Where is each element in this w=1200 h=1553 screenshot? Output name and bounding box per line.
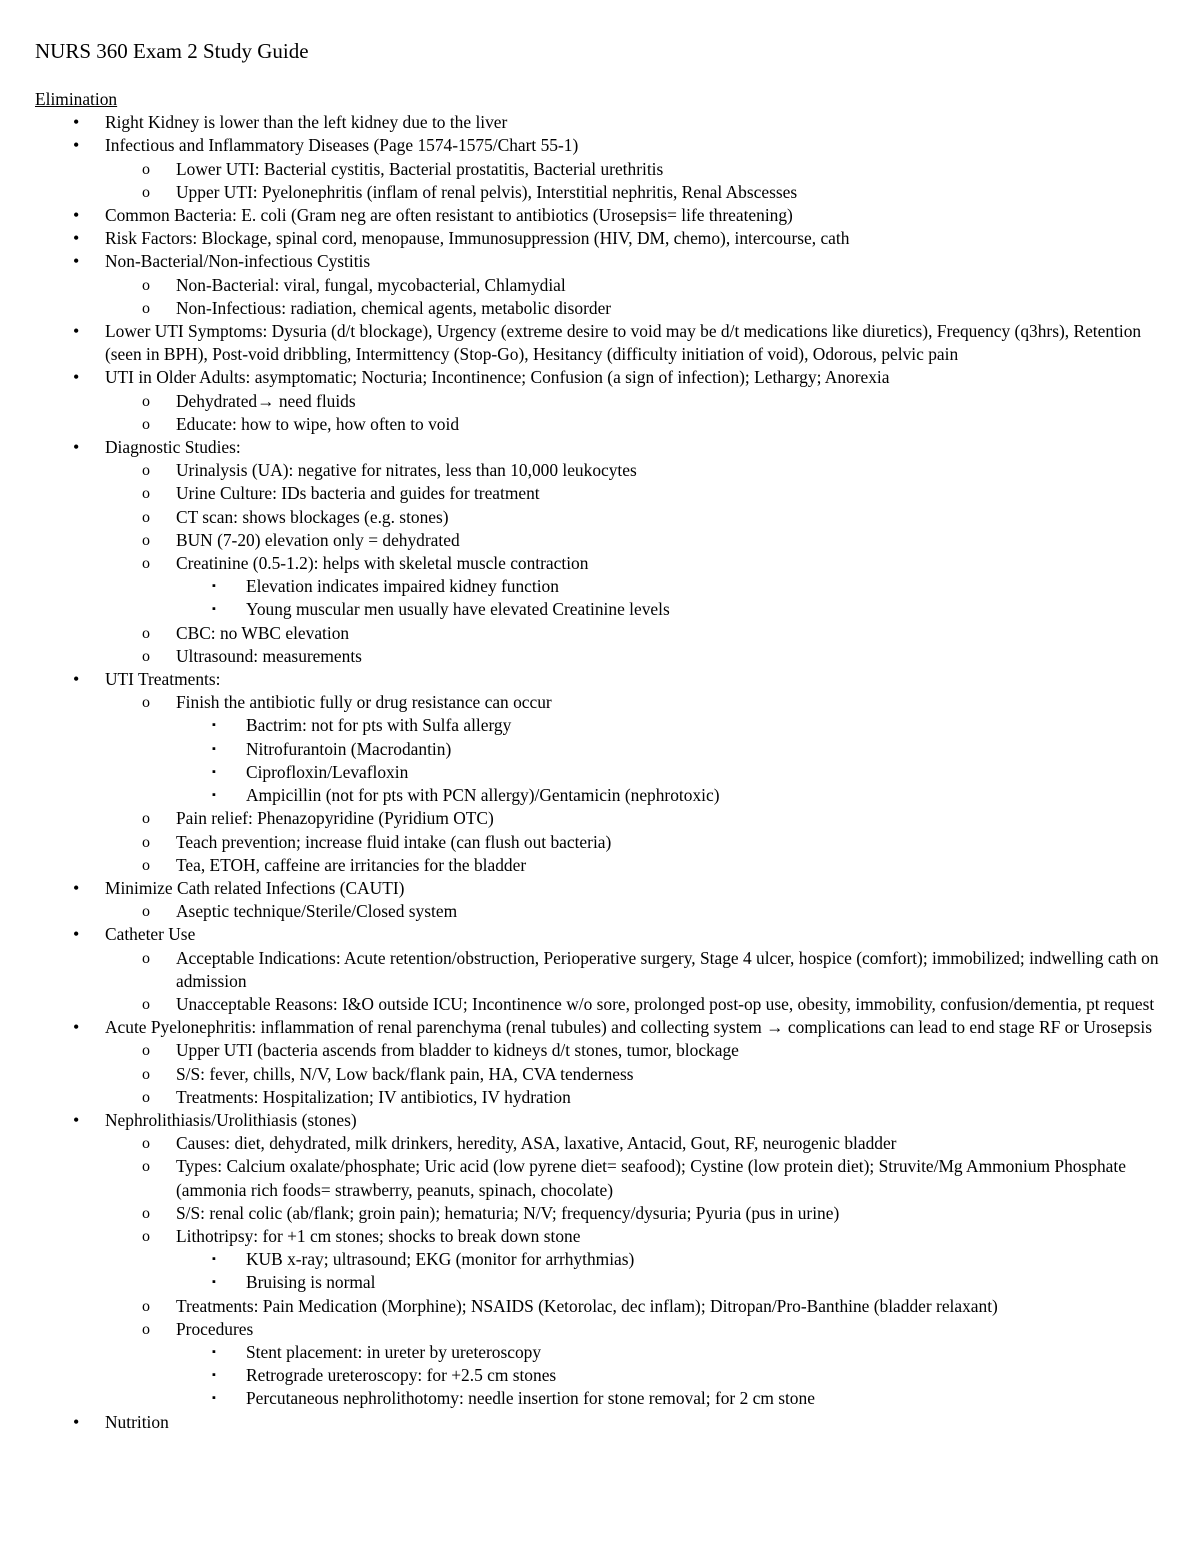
bullet-icon: • — [73, 112, 80, 133]
square-bullet-icon: ▪ — [212, 719, 216, 732]
circle-bullet-icon: o — [142, 694, 150, 712]
outline-item-text: BUN (7-20) elevation only = dehydrated — [176, 529, 460, 550]
outline-item-level-2 — [35, 947, 1160, 993]
outline-item-text: UTI Treatments: — [105, 669, 221, 690]
circle-bullet-icon: o — [142, 995, 150, 1013]
outline-item-level-2 — [35, 807, 1160, 830]
circle-bullet-icon: o — [142, 1204, 150, 1222]
circle-bullet-icon: o — [142, 485, 150, 503]
outline-item-text: Causes: diet, dehydrated, milk drinkers, heredity, ASA, laxative, Antacid, Gout, RF, neurogenic bladder — [176, 1133, 897, 1154]
outline-item-text: Ampicillin (not for pts with PCN allergy)/Gentamicin (nephrotoxic) — [246, 785, 720, 806]
bullet-icon: • — [73, 437, 80, 458]
square-bullet-icon: ▪ — [212, 1253, 216, 1266]
outline-item-text: Risk Factors: Blockage, spinal cord, menopause, Immunosuppression (HIV, DM, chemo), intercourse, cath — [105, 228, 850, 249]
outline-item-level-2 — [35, 390, 1160, 413]
outline-item-text: Stent placement: in ureter by ureteroscopy — [246, 1341, 542, 1362]
outline-item-text: Unacceptable Reasons: I&O outside ICU; Incontinence w/o sore, prolonged post-op use, obesity, immobility, confusion/dementia, pt request — [176, 993, 1155, 1014]
outline-item-level-1 — [35, 227, 1160, 250]
outline-item-text: Non-Bacterial/Non-infectious Cystitis — [105, 251, 371, 272]
outline-item-level-2 — [35, 993, 1160, 1016]
outline-item-text: Catheter Use — [105, 924, 196, 945]
square-bullet-icon: ▪ — [212, 580, 216, 593]
outline-item-level-2 — [35, 1086, 1160, 1109]
outline-item-text: Pain relief: Phenazopyridine (Pyridium OTC) — [176, 808, 494, 829]
outline-item-level-2 — [35, 691, 1160, 714]
outline-item-level-2 — [35, 506, 1160, 529]
outline-item-text: Right Kidney is lower than the left kidney due to the liver — [105, 112, 508, 133]
outline-item-text: Nephrolithiasis/Urolithiasis (stones) — [105, 1109, 357, 1130]
outline-item-level-3 — [35, 1271, 1160, 1294]
outline-item-text: Acceptable Indications: Acute retention/obstruction, Perioperative surgery, Stage 4 ulcer, hospice (comfort); immobilized; indwelling cath on admission — [176, 947, 1159, 991]
circle-bullet-icon: o — [142, 624, 150, 642]
outline-item-level-2 — [35, 831, 1160, 854]
outline-item-text: Acute Pyelonephritis: inflammation of renal parenchyma (renal tubules) and collecting system → complications can lead to end stage RF or Urosepsis — [105, 1017, 1153, 1038]
outline-item-text: Diagnostic Studies: — [105, 437, 241, 458]
outline-item-text: Treatments: Hospitalization; IV antibiotics, IV hydration — [176, 1086, 571, 1107]
outline-item-level-2 — [35, 1063, 1160, 1086]
outline-item-level-2 — [35, 459, 1160, 482]
outline-item-level-1 — [35, 204, 1160, 227]
outline-item-level-3 — [35, 738, 1160, 761]
outline-item-level-2 — [35, 900, 1160, 923]
circle-bullet-icon: o — [142, 1065, 150, 1083]
outline-item-level-1 — [35, 668, 1160, 691]
outline-item-text: Upper UTI (bacteria ascends from bladder to kidneys d/t stones, tumor, blockage — [176, 1040, 739, 1061]
square-bullet-icon: ▪ — [212, 603, 216, 616]
outline-item-level-1 — [35, 134, 1160, 157]
outline-item-text: Lower UTI Symptoms: Dysuria (d/t blockage), Urgency (extreme desire to void may be d/t medications like diuretics), Frequency (q3hrs), Retention (seen in BPH), Post-void dribbling, Intermittency (Stop-Go), Hesitancy (difficulty initiation of void), Odorous, pelvic pain — [105, 321, 1142, 365]
outline-item-text: Treatments: Pain Medication (Morphine); NSAIDS (Ketorolac, dec inflam); Ditropan/Pro-Banthine (bladder relaxant) — [176, 1295, 998, 1316]
outline-item-text: Urine Culture: IDs bacteria and guides for treatment — [176, 483, 540, 504]
outline-item-level-2 — [35, 274, 1160, 297]
circle-bullet-icon: o — [142, 160, 150, 178]
outline-item-text: Creatinine (0.5-1.2): helps with skeletal muscle contraction — [176, 553, 589, 574]
outline-item-text: Upper UTI: Pyelonephritis (inflam of renal pelvis), Interstitial nephritis, Renal Abscesses — [176, 181, 798, 202]
outline-item-text: Lower UTI: Bacterial cystitis, Bacterial prostatitis, Bacterial urethritis — [176, 158, 664, 179]
square-bullet-icon: ▪ — [212, 742, 216, 755]
outline-item-level-2 — [35, 482, 1160, 505]
outline-item-text: Ciprofloxin/Levafloxin — [246, 761, 409, 782]
circle-bullet-icon: o — [142, 1088, 150, 1106]
outline-list — [35, 111, 1160, 1434]
outline-item-level-2 — [35, 1225, 1160, 1248]
outline-item-level-3 — [35, 714, 1160, 737]
square-bullet-icon: ▪ — [212, 789, 216, 802]
outline-item-level-2 — [35, 413, 1160, 436]
outline-item-text: Retrograde ureteroscopy: for +2.5 cm stones — [246, 1365, 557, 1386]
outline-item-text: Common Bacteria: E. coli (Gram neg are often resistant to antibiotics (Urosepsis= life threatening) — [105, 205, 793, 226]
outline-item-level-2 — [35, 1202, 1160, 1225]
bullet-icon: • — [73, 1411, 80, 1432]
outline-item-text: UTI in Older Adults: asymptomatic; Nocturia; Incontinence; Confusion (a sign of infection); Lethargy; Anorexia — [105, 367, 890, 388]
outline-item-text: CT scan: shows blockages (e.g. stones) — [176, 506, 449, 527]
outline-item-level-1 — [35, 366, 1160, 389]
circle-bullet-icon: o — [142, 555, 150, 573]
circle-bullet-icon: o — [142, 392, 150, 410]
outline-item-text: KUB x-ray; ultrasound; EKG (monitor for arrhythmias) — [246, 1249, 635, 1270]
square-bullet-icon: ▪ — [212, 1392, 216, 1405]
outline-item-text: Infectious and Inflammatory Diseases (Page 1574-1575/Chart 55-1) — [105, 135, 579, 156]
section-heading: Elimination — [35, 89, 118, 109]
circle-bullet-icon: o — [142, 1042, 150, 1060]
outline-item-level-2 — [35, 622, 1160, 645]
outline-item-level-2 — [35, 181, 1160, 204]
bullet-icon: • — [73, 877, 80, 898]
bullet-icon: • — [73, 228, 80, 249]
outline-item-level-2 — [35, 645, 1160, 668]
outline-item-text: Lithotripsy: for +1 cm stones; shocks to break down stone — [176, 1225, 581, 1246]
outline-item-level-2 — [35, 1039, 1160, 1062]
outline-item-level-2 — [35, 529, 1160, 552]
circle-bullet-icon: o — [142, 299, 150, 317]
bullet-icon: • — [73, 135, 80, 156]
circle-bullet-icon: o — [142, 1158, 150, 1176]
outline-item-level-1 — [35, 877, 1160, 900]
outline-item-level-3 — [35, 1364, 1160, 1387]
outline-item-text: Finish the antibiotic fully or drug resistance can occur — [176, 692, 552, 713]
outline-item-text: Procedures — [176, 1318, 254, 1339]
outline-item-text: Non-Bacterial: viral, fungal, mycobacterial, Chlamydial — [176, 274, 566, 295]
outline-item-level-3 — [35, 575, 1160, 598]
outline-item-text: Young muscular men usually have elevated Creatinine levels — [246, 599, 670, 620]
outline-item-text: Percutaneous nephrolithotomy: needle insertion for stone removal; for 2 cm stone — [246, 1388, 815, 1409]
outline-item-text: Ultrasound: measurements — [176, 645, 362, 666]
outline-item-level-1 — [35, 1411, 1160, 1434]
outline-item-level-1 — [35, 1109, 1160, 1132]
outline-item-text: Dehydrated→ need fluids — [176, 390, 356, 411]
square-bullet-icon: ▪ — [212, 1276, 216, 1289]
square-bullet-icon: ▪ — [212, 1345, 216, 1358]
square-bullet-icon: ▪ — [212, 1369, 216, 1382]
outline-item-text: Educate: how to wipe, how often to void — [176, 413, 460, 434]
outline-item-text: Bruising is normal — [246, 1272, 376, 1293]
outline-item-level-2 — [35, 1295, 1160, 1318]
circle-bullet-icon: o — [142, 508, 150, 526]
outline-item-level-3 — [35, 598, 1160, 621]
outline-item-level-1 — [35, 923, 1160, 946]
outline-item-text: Minimize Cath related Infections (CAUTI) — [105, 877, 405, 898]
outline-item-text: Types: Calcium oxalate/phosphate; Uric acid (low pyrene diet= seafood); Cystine (low protein diet); Struvite/Mg Ammonium Phosphate (ammonia rich foods= strawberry, peanuts, spinach, chocolate) — [176, 1156, 1126, 1200]
circle-bullet-icon: o — [142, 531, 150, 549]
square-bullet-icon: ▪ — [212, 765, 216, 778]
outline-item-text: Aseptic technique/Sterile/Closed system — [176, 901, 458, 922]
outline-item-text: Nitrofurantoin (Macrodantin) — [246, 738, 452, 759]
circle-bullet-icon: o — [142, 833, 150, 851]
circle-bullet-icon: o — [142, 276, 150, 294]
circle-bullet-icon: o — [142, 1297, 150, 1315]
outline-item-text: Urinalysis (UA): negative for nitrates, less than 10,000 leukocytes — [176, 460, 637, 481]
outline-item-text: Teach prevention; increase fluid intake (can flush out bacteria) — [176, 831, 612, 852]
outline-item-text: Non-Infectious: radiation, chemical agents, metabolic disorder — [176, 297, 612, 318]
bullet-icon: • — [73, 1017, 80, 1038]
bullet-icon: • — [73, 669, 80, 690]
bullet-icon: • — [73, 321, 80, 342]
circle-bullet-icon: o — [142, 1227, 150, 1245]
outline-item-text: Elevation indicates impaired kidney function — [246, 576, 559, 597]
circle-bullet-icon: o — [142, 856, 150, 874]
bullet-icon: • — [73, 924, 80, 945]
outline-item-text: S/S: renal colic (ab/flank; groin pain); hematuria; N/V; frequency/dysuria; Pyuria (pus in urine) — [176, 1202, 840, 1223]
circle-bullet-icon: o — [142, 949, 150, 967]
bullet-icon: • — [73, 1109, 80, 1130]
bullet-icon: • — [73, 205, 80, 226]
outline-item-level-2 — [35, 1132, 1160, 1155]
circle-bullet-icon: o — [142, 415, 150, 433]
outline-item-level-2 — [35, 297, 1160, 320]
circle-bullet-icon: o — [142, 903, 150, 921]
outline-item-level-2 — [35, 552, 1160, 575]
circle-bullet-icon: o — [142, 1320, 150, 1338]
outline-item-level-1 — [35, 1016, 1160, 1039]
circle-bullet-icon: o — [142, 810, 150, 828]
bullet-icon: • — [73, 367, 80, 388]
outline-item-text: Tea, ETOH, caffeine are irritancies for the bladder — [176, 854, 527, 875]
outline-item-level-1 — [35, 320, 1160, 366]
circle-bullet-icon: o — [142, 462, 150, 480]
document-title: NURS 360 Exam 2 Study Guide — [35, 39, 309, 63]
circle-bullet-icon: o — [142, 647, 150, 665]
outline-item-level-3 — [35, 784, 1160, 807]
outline-item-level-2 — [35, 1155, 1160, 1201]
outline-item-level-1 — [35, 436, 1160, 459]
outline-item-level-1 — [35, 250, 1160, 273]
outline-item-text: CBC: no WBC elevation — [176, 622, 350, 643]
outline-item-level-2 — [35, 158, 1160, 181]
outline-item-level-3 — [35, 1248, 1160, 1271]
bullet-icon: • — [73, 251, 80, 272]
outline-item-level-3 — [35, 1341, 1160, 1364]
outline-item-text: S/S: fever, chills, N/V, Low back/flank pain, HA, CVA tenderness — [176, 1063, 634, 1084]
outline-item-level-2 — [35, 854, 1160, 877]
outline-item-level-3 — [35, 761, 1160, 784]
circle-bullet-icon: o — [142, 183, 150, 201]
outline-item-text: Nutrition — [105, 1411, 169, 1432]
outline-item-level-3 — [35, 1387, 1160, 1410]
outline-item-level-1 — [35, 111, 1160, 134]
outline-item-text: Bactrim: not for pts with Sulfa allergy — [246, 715, 512, 736]
circle-bullet-icon: o — [142, 1135, 150, 1153]
outline-item-level-2 — [35, 1318, 1160, 1341]
